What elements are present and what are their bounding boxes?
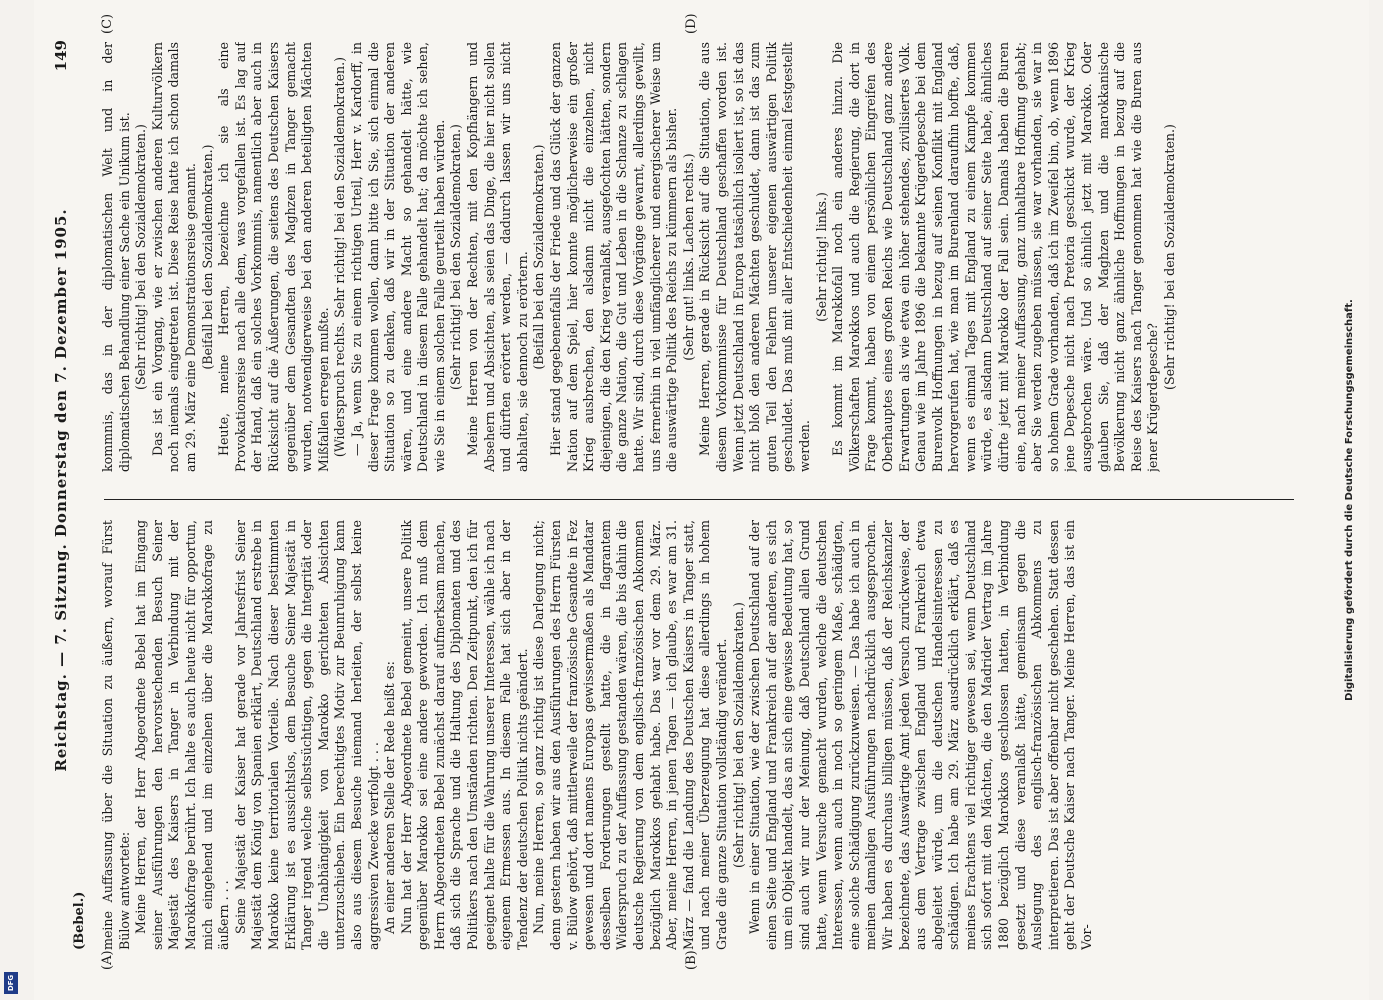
paragraph: Meine Herren, der Herr Abgeordnete Bebel hat im Eingang seiner Ausführungen den hervorstechenden Besuch Seiner Majestät des Kaisers in Tanger in Verbindung mit der Marokkofrage berührt. Ich halte es auch heute nicht für opportun, mich eingehend und im einzelnen über die Marokkofrage zu äußern . . .: [133, 520, 232, 950]
paragraph: — Ja, wenn Sie zu einem richtigen Urteil, Herr v. Kardorff, in dieser Frage kommen wollen, dann bitte ich Sie, sich einmal die Situation so zu denken, daß wir in der Situation der anderen wären, und eine andere Macht so gehandelt hätte, wie Deutschland in diesem Falle gehandelt hat; da möchte ich sehen, wie Sie in einem solchen Falle geurteilt haben würden.: [348, 42, 447, 472]
paragraph: Seine Majestät der Kaiser hat gerade vor Jahresfrist Seiner Majestät dem König von Spanien erklärt, Deutschland erstrebe in Marokko keine territorialen Vorteile. Nach dieser bestimmten Erklärung ist es aussichtslos, dem Besuche Seiner Majestät in Tanger irgend welche selbstsüchtigen, gegen die Integrität oder die Unabhängigkeit von Marokko gerichteten Absichten unterzuschieben. Ein berechtigtes Motiv zur Beunruhigung kann also aus diesem Besuche niemand herleiten, der selbst keine aggressiven Zwecke verfolgt . . .: [232, 520, 381, 950]
paragraph: Es kommt im Marokkofall noch ein anderes hinzu. Die Völkerschaften Marokkos und auch die Regierung, die dort in Frage kommt, haben von einem persönlichen Eingreifen des Oberhauptes eines großen Reichs wie Deutschland ganz andere Erwartungen als wie etwa ein höher stehendes, zivilisiertes Volk. Genau wie im Jahre 1896 die bekannte Krügerdepesche bei dem Burenvolk Hoffnungen in bezug auf seinen Konflikt mit England hervorgerufen hat, wie man im Burenland daraufhin hoffte, daß, wenn es einmal Tages mit England zu einem Kampfe kommen würde, es alsdann Deutschland auf seiner Seite habe, ähnliches dürfte jetzt mit Marokko der Fall sein. Damals haben die Buren eine, nach meiner Auffassung, ganz unhaltbare Hoffnung gehabt; aber Sie werden zugeben müssen, sie war vorhanden, sie war in so hohem Grade vorhanden, daß ich im Zweifel bin, ob, wenn 1896 jene Depesche nicht nach Pretoria geschickt wurde, der Krieg ausgebrochen wäre. Und so ähnlich jetzt mit Marokko. Oder glauben Sie, daß der Maghzen und die marokkanische Bevölkerung nicht ganz ähnliche Hoffnungen in bezug auf die Reise des Kaisers nach Tanger genommen hat wie die Buren aus jener Krügerdepesche?: [830, 42, 1161, 472]
dfg-logo-text: DFG: [7, 974, 15, 992]
paragraph: Nun hat der Herr Abgeordnete Bebel gemeint, unsere Politik gegenüber Marokko sei eine andere geworden. Ich muß dem Herrn Abgeordneten Bebel zunächst darauf aufmerksam machen, daß sich die Sprache und die Haltung des Diplomaten und des Politikers nach den Umständen richten. Den Zeitpunkt, den ich für geeignet halte für die Wahrung unserer Interessen, wähle ich nach eigenem Ermessen aus. In diesem Falle hat sich aber in der Tendenz der deutschen Politik nichts geändert.: [398, 520, 530, 950]
speaker-label: (Bebel.): [72, 891, 87, 950]
interjection: (Widerspruch rechts. Sehr richtig! bei den Sozialdemokraten.): [332, 56, 348, 458]
margin-marker-b: (B): [684, 950, 699, 970]
paragraph: kommnis, das in der diplomatischen Welt und in der diplomatischen Behandlung einer Sache ein Unikum ist.: [100, 42, 132, 472]
interjection: (Sehr richtig! bei den Sozialdemokraten.): [730, 602, 746, 868]
paragraph: Das ist ein Vorgang, wie er zwischen anderen Kulturvölkern noch niemals eingetreten ist. Diese Reise hatte ich schon damals am 29. März eine Demonstrationsreise genannt.: [149, 42, 198, 472]
paragraph: Meine Herren von der Rechten, mit den Kopfhängern und Absehern und Absichten, als seien das Dinge, die hier nicht sollen und dürften erörtert werden, — dadurch lassen wir uns nicht abhalten, sie dennoch zu erörtern.: [465, 42, 530, 472]
page-number: 149: [52, 40, 70, 72]
interjection: (Beifall bei den Sozialdemokraten.): [531, 144, 547, 370]
paragraph: Heute, meine Herren, bezeichne ich sie als eine Provokationsreise nach alle dem, was vorgefallen ist. Es lag auf der Hand, daß ein solches Vorkommnis, namentlich aber auch in Rücksicht auf die Äußerungen, die seitens des Deutschen Kaisers gegenüber dem Gesandten des Maghzen in Tanger gemacht wurden, notwendigerweise bei den anderen beteiligten Mächten Mißfallen erregen mußte.: [216, 42, 331, 472]
left-column: [100, 520, 1280, 950]
right-column: [100, 42, 1280, 472]
page-header: [52, 40, 88, 950]
column-divider: [104, 499, 1294, 500]
interjection: (Sehr richtig! links.): [813, 192, 829, 322]
interjection: (Sehr richtig! bei den Sozialdemokraten.): [448, 124, 464, 390]
interjection: (Sehr richtig! bei den Sozialdemokraten.): [133, 124, 149, 390]
margin-marker-a: (A): [100, 950, 115, 970]
document-page: [34, 0, 1369, 1000]
interjection: (Sehr gut! links. Lachen rechts.): [680, 153, 696, 361]
dfg-logo-icon: [4, 972, 18, 994]
page-title: Reichstag. — 7. Sitzung. Donnerstag den 7. Dezember 1905.: [52, 208, 70, 772]
paragraph: Wenn in einer Situation, wie der zwischen Deutschland auf der einen Seite und England und Frankreich auf der anderen, es sich um ein Objekt handelt, das an sich eine gewisse Bedeutung hat, so sind auch wir nur der Meinung, daß Deutschland allen Grund hatte, wenn Versuche gemacht wurden, welche die deutschen Interessen, wenn auch in noch so geringem Maße, schädigten, eine solche Schädigung zurückzuweisen. — Das habe ich auch in meinen damaligen Ausführungen nachdrücklich ausgesprochen. Wir haben es durchaus billigen müssen, daß der Reichskanzler bezeichnete, das Auswärtige Amt jeden Versuch zurückweise, der aus dem Vertrage zwischen England und Frankreich etwa abgeleitet würde, um die deutschen Handelsinteressen zu schädigen. Ich habe am 29. März ausdrücklich erklärt, daß es meines Erachtens viel richtiger gewesen sei, wenn Deutschland sich sofort mit den Mächten, die den Madrider Vertrag im Jahre 1880 bezüglich Marokkos geschlossen hatten, in Verbindung gesetzt und diese veranlaßt hätte, gemeinsam gegen die Auslegung des englisch-französischen Abkommens zu interpretieren. Das ist aber offenbar nicht geschehen. Statt dessen geht der Deutsche Kaiser nach Tanger. Meine Herren, das ist ein Vor-: [747, 520, 1095, 950]
digitization-credit: Digitalisierung gefördert durch die Deutsche Forschungsgemeinschaft.: [1344, 299, 1355, 701]
margin-marker-d: (D): [684, 13, 699, 34]
paragraph: Nun, meine Herren, so ganz richtig ist diese Darlegung nicht; denn gestern haben wir aus den Ausführungen des Herrn Fürsten v. Bülow gehört, daß mittlerweile der französische Gesandte in Fez gewesen und dort namens Europas gewissermaßen als Mandatar desselben Forderungen gestellt hatte, die in flagrantem Widerspruch zu der Auffassung gestanden wären, die bis dahin die deutsche Regierung von dem englisch-französischen Abkommen bezüglich Marokkos gehabt habe. Das war vor dem 29. März. Aber, meine Herren, in jenen Tagen — ich glaube, es war am 31. März — fand die Landung des Deutschen Kaisers in Tanger statt, und nach meiner Überzeugung hat diese allerdings in hohem Grade die ganze Situation vollständig verändert.: [531, 520, 729, 950]
paragraph: meine Auffassung über die Situation zu äußern, worauf Fürst Bülow antwortete:: [100, 520, 132, 950]
interjection: (Sehr richtig! bei den Sozialdemokraten.): [1162, 124, 1177, 390]
paragraph: Hier stand gegebenenfalls der Friede und das Glück der ganzen Nation auf dem Spiel, hier konnte möglicherweise ein großer Krieg ausbrechen, den alsdann nicht die einzelnen, nicht diejenigen, die den Krieg veranlaßt, ausgefochten hätten, sondern die ganze Nation, die Gut und Leben in die Schanze zu schlagen hatte. Wir sind, durch diese Vorgänge gewarnt, allerdings gewillt, uns fernerhin in viel umfänglicherer und energischerer Weise um die auswärtige Politik des Reichs zu kümmern als bisher.: [548, 42, 680, 472]
paragraph: An einer anderen Stelle der Rede heißt es:: [382, 661, 398, 934]
interjection: (Beifall bei den Sozialdemokraten.): [199, 144, 215, 370]
paragraph: Meine Herren, gerade in Rücksicht auf die Situation, die aus diesem Vorkommnisse für Deutschland geschaffen worden ist. Wenn jetzt Deutschland in Europa tatsächlich isoliert ist, so ist das nicht bloß den anderen Mächten geschuldet, dann ist das zum guten Teil den Fehlern unserer eigenen auswärtigen Politik geschuldet. Das muß mit aller Entschiedenheit einmal festgestellt werden.: [697, 42, 812, 472]
margin-marker-c: (C): [100, 13, 115, 34]
